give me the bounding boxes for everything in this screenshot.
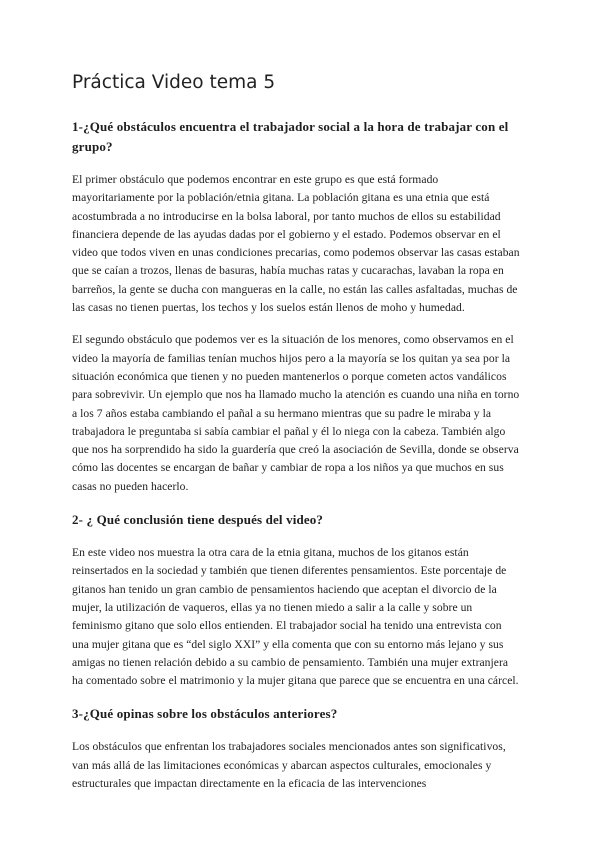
answer-1-paragraph-2: El segundo obstáculo que podemos ver es la situación de los menores, como observamos en el video la mayoría de familias tenían muchos hijos pero a la mayoría se los quitan ya sea por la situación económica que tienen y no pueden mantenerlos o porque cometen actos vandálicos para sobrevivir. Un ejemplo que nos ha llamado mucho la atención es cuando una niña en torno a los 7 años estaba cambiando el pañal a su hermano mientras que su padre le miraba y la trabajadora le preguntaba si sabía cambiar el pañal y él lo niega con la cabeza. También algo que nos ha sorprendido ha sido la guardería que creó la asociación de Sevilla, donde se observa cómo las docentes se encargan de bañar y cambiar de ropa a los niños ya que muchos en sus casas no pueden hacerlo. <box>72 333 520 493</box>
document-body <box>72 117 520 793</box>
question-1: 1-¿Qué obstáculos encuentra el trabajador social a la hora de trabajar con el grupo? <box>72 119 509 154</box>
answer-2-paragraph-1: En este video nos muestra la otra cara de la etnia gitana, muchos de los gitanos están reinsertados en la sociedad y también que tienen diferentes pensamientos. Este porcentaje de gitanos han tenido un gran cambio de pensamientos haciendo que aceptan el divorcio de la mujer, la utilización de vaqueros, ellas ya no tienen miedo a salir a la calle y sobre un feminismo gitano que solo ellos entienden. El trabajador social ha tenido una entrevista con una mujer gitana que es “del siglo XXI” y ella comenta que con su entorno más lejano y sus amigas no tienen relación debido a su cambio de pensamiento. También una mujer extranjera ha comentado sobre el matrimonio y la mujer gitana que parece que se encuentra en una cárcel. <box>72 546 519 688</box>
section-3 <box>72 704 520 793</box>
question-2: 2- ¿ Qué conclusión tiene después del video? <box>72 512 324 528</box>
section-1 <box>72 117 520 496</box>
question-3: 3-¿Qué opinas sobre los obstáculos anteriores? <box>72 706 338 722</box>
answer-3-paragraph-1: Los obstáculos que enfrentan los trabajadores sociales mencionados antes son significativos, van más allá de las limitaciones económicas y abarcan aspectos culturales, emocionales y estructurales que impactan directamente en la eficacia de las intervenciones <box>72 740 506 791</box>
section-2 <box>72 510 520 690</box>
page-title: Práctica Video tema 5 <box>72 72 276 93</box>
answer-1-paragraph-1: El primer obstáculo que podemos encontrar en este grupo es que está formado mayoritariamente por la población/etnia gitana. La población gitana es una etnia que está acostumbrada a no introducirse en la bolsa laboral, por tanto muchos de ellos su estabilidad financiera depende de las ayudas dadas por el gobierno y el estado. Podemos observar en el video que todos viven en unas condiciones precarias, como podemos observar las casas estaban que se caían a trozos, llenas de basuras, había muchas ratas y cucarachas, lavaban la ropa en barreños, la gente se ducha con mangueras en la calle, no están las calles asfaltadas, muchas de las casas no tienen puertas, los techos y los suelos están llenos de moho y humedad. <box>72 173 520 315</box>
